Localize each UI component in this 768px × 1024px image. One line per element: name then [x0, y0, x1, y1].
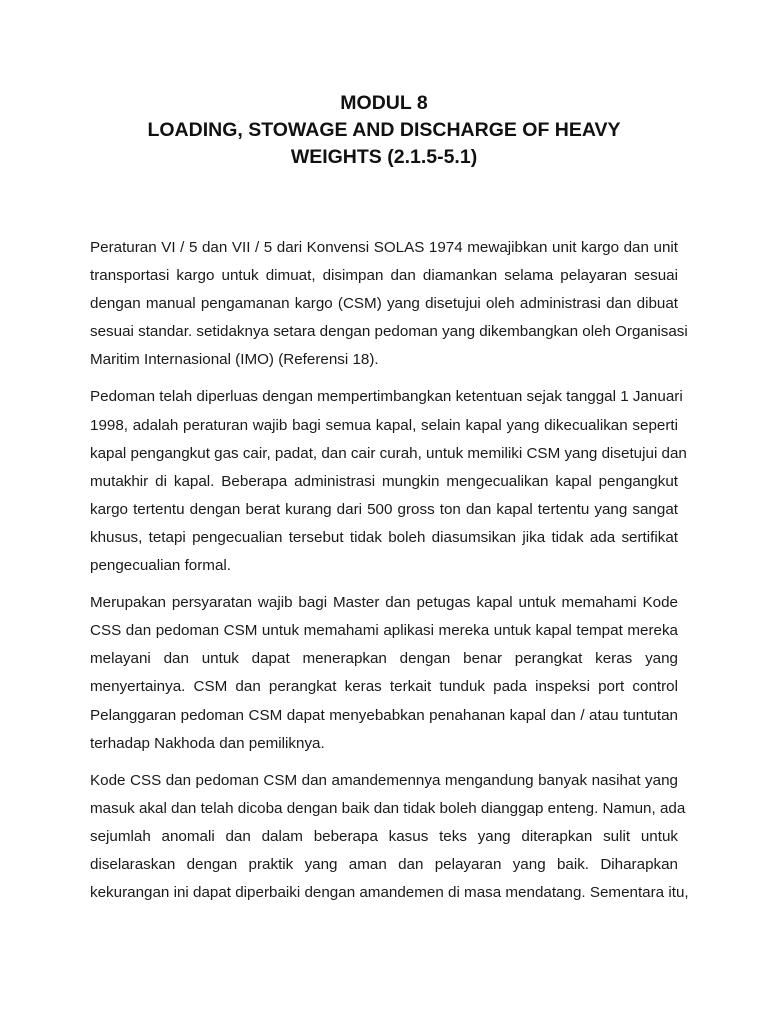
body-text	[90, 234, 689, 916]
text-line: kargo tertentu dengan berat kurang dari 500 gross ton dan kapal tertentu yang sangat	[90, 500, 678, 518]
text-line: kapal pengangkut gas cair, padat, dan cair curah, untuk memiliki CSM yang disetujui dan	[90, 444, 687, 462]
page-heading	[90, 90, 678, 171]
text-line: 1998, adalah peraturan wajib bagi semua kapal, selain kapal yang dikecualikan seperti	[90, 416, 678, 434]
module-title-line-1: LOADING, STOWAGE AND DISCHARGE OF HEAVY	[147, 119, 621, 141]
paragraph-4	[90, 767, 689, 907]
text-line: diselaraskan dengan praktik yang aman dan pelayaran yang baik. Diharapkan	[90, 855, 678, 873]
text-line: Pelanggaran pedoman CSM dapat menyebabkan penahanan kapal dan / atau tuntutan	[90, 706, 678, 724]
paragraph-1	[90, 234, 688, 374]
text-line: dengan manual pengamanan kargo (CSM) yang disetujui oleh administrasi dan dibuat	[90, 295, 678, 313]
text-line: Merupakan persyaratan wajib bagi Master dan petugas kapal untuk memahami Kode	[90, 594, 678, 612]
text-line: khusus, tetapi pengecualian tersebut tidak boleh diasumsikan jika tidak ada sertifikat	[90, 528, 678, 546]
text-line: masuk akal dan telah dicoba dengan baik dan tidak boleh dianggap enteng. Namun, ada	[90, 799, 686, 817]
text-line: sesuai standar. setidaknya setara dengan pedoman yang dikembangkan oleh Organisasi	[90, 323, 688, 341]
text-line: menyertainya. CSM dan perangkat keras terkait tunduk pada inspeksi port control	[90, 678, 678, 696]
text-line: kekurangan ini dapat diperbaiki dengan amandemen di masa mendatang. Sementara itu,	[90, 884, 689, 902]
module-number: MODUL 8	[340, 92, 428, 114]
text-line: Peraturan VI / 5 dan VII / 5 dari Konvensi SOLAS 1974 mewajibkan unit kargo dan unit	[90, 239, 678, 256]
text-line: Kode CSS dan pedoman CSM dan amandemennya mengandung banyak nasihat yang	[90, 771, 678, 789]
text-line: sejumlah anomali dan dalam beberapa kasus teks yang diterapkan sulit untuk	[90, 827, 678, 845]
text-line: CSS dan pedoman CSM untuk memahami aplikasi mereka untuk kapal tempat mereka	[90, 622, 678, 640]
text-line: melayani dan untuk dapat menerapkan dengan benar perangkat keras yang	[90, 650, 678, 668]
text-line: Pedoman telah diperluas dengan mempertimbangkan ketentuan sejak tanggal 1 Januari	[90, 388, 683, 406]
paragraph-3	[90, 589, 678, 758]
text-line: mutakhir di kapal. Beberapa administrasi mungkin mengecualikan kapal pengangkut	[90, 472, 678, 490]
text-line: transportasi kargo untuk dimuat, disimpan dan diamankan selama pelayaran sesuai	[90, 267, 678, 285]
module-title-line-2: WEIGHTS (2.1.5-5.1)	[290, 146, 478, 168]
text-line: terhadap Nakhoda dan pemiliknya.	[90, 734, 325, 752]
text-line: Maritim Internasional (IMO) (Referensi 18).	[90, 351, 379, 369]
paragraph-2	[90, 383, 687, 580]
text-line: pengecualian formal.	[90, 557, 231, 575]
